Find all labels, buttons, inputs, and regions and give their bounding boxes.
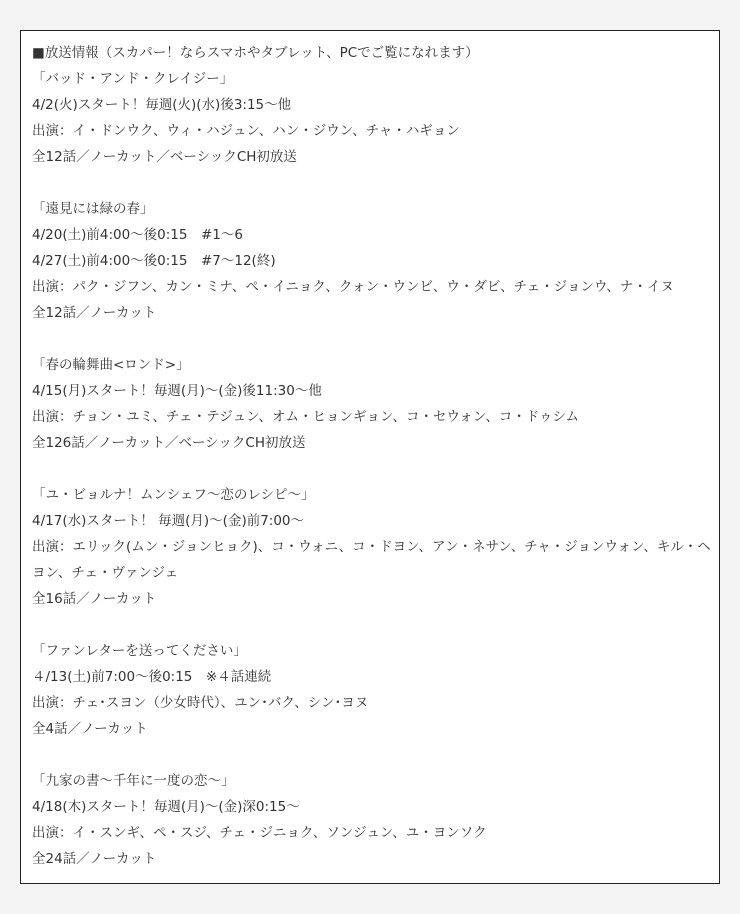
program-title: 「ファンレターを送ってください」 bbox=[32, 643, 247, 659]
program-episodes: 全4話／ノーカット bbox=[32, 721, 148, 737]
spacer bbox=[32, 612, 711, 638]
spacer bbox=[32, 326, 711, 352]
program-schedule: ４/13(土)前7:00〜後0:15 ※４話連続 bbox=[32, 669, 272, 685]
spacer bbox=[32, 456, 711, 482]
program-episodes: 全16話／ノーカット bbox=[32, 591, 157, 607]
program-schedule: 4/20(土)前4:00〜後0:15 #1〜6 bbox=[32, 227, 243, 243]
program-cast: 出演：イ・スンギ、ペ・スジ、チェ・ジニョク、ソンジュン、ユ・ヨンソク bbox=[32, 825, 487, 841]
program-episodes: 全12話／ノーカット／ベーシックCH初放送 bbox=[32, 149, 297, 165]
program-title: 「バッド・アンド・クレイジー」 bbox=[32, 71, 234, 87]
program-title: 「遠見には緑の春」 bbox=[32, 201, 154, 217]
broadcast-info-header: ■放送情報（スカパー！ならスマホやタブレット、PCでご覧になれます） bbox=[32, 45, 479, 61]
program-episodes: 全12話／ノーカット bbox=[32, 305, 157, 321]
broadcast-info-content bbox=[32, 40, 711, 872]
program-schedule: 4/27(土)前4:00〜後0:15 #7〜12(終) bbox=[32, 253, 276, 269]
program-schedule: 4/15(月)スタート！毎週(月)〜(金)後11:30〜他 bbox=[32, 383, 322, 399]
program-schedule: 4/17(水)スタート！ 毎週(月)〜(金)前7:00〜 bbox=[32, 513, 305, 529]
program-title: 「ユ・ビョルナ！ムンシェフ〜恋のレシピ〜」 bbox=[32, 487, 315, 503]
program-schedule: 4/18(木)スタート！毎週(月)〜(金)深0:15〜 bbox=[32, 799, 300, 815]
program-episodes: 全24話／ノーカット bbox=[32, 851, 157, 867]
program-title: 「九家の書〜千年に一度の恋〜」 bbox=[32, 773, 235, 789]
program-cast: 出演：チョン・ユミ、チェ・テジュン、オム・ヒョンギョン、コ・セウォン、コ・ドゥシム bbox=[32, 409, 579, 425]
program-episodes: 全126話／ノーカット／ベーシックCH初放送 bbox=[32, 435, 306, 451]
program-cast: 出演：パク・ジフン、カン・ミナ、ペ・イニョク、クォン・ウンビ、ウ・ダビ、チェ・ジョンウ、ナ・イヌ bbox=[32, 279, 674, 295]
program-cast: 出演：イ・ドンウク、ウィ・ハジュン、ハン・ジウン、チャ・ハギョン bbox=[32, 123, 460, 139]
broadcast-info-box bbox=[20, 30, 720, 884]
spacer bbox=[32, 742, 711, 768]
program-schedule: 4/2(火)スタート！毎週(火)(水)後3:15〜他 bbox=[32, 97, 292, 113]
program-cast: 出演：チェ･スヨン（少女時代）、ユン･バク、シン･ヨヌ bbox=[32, 695, 369, 711]
program-cast: 出演：エリック(ムン・ジョンヒョク)、コ・ウォニ、コ・ドヨン、アン・ネサン、チャ・ジョンウォン、キル・ヘヨン、チェ・ヴァンジェ bbox=[32, 539, 711, 581]
program-title: 「春の輪舞曲<ロンド>」 bbox=[32, 357, 190, 373]
spacer bbox=[32, 170, 711, 196]
